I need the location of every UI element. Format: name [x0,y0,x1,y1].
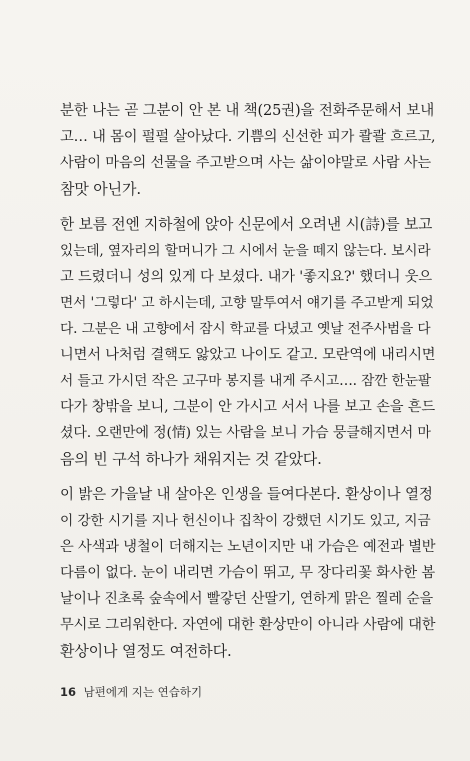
text-line: 이 밝은 가을날 내 살아온 인생을 들여다본다. 환상이나 열정 [60,487,433,503]
text-line: 다름이 없다. 눈이 내리면 가슴이 뛰고, 무 장다리꽃 화사한 봄 [60,565,435,581]
text-line: 분한 나는 곧 그분이 안 본 내 책(25권)을 전화주문해서 보내 [60,103,435,119]
running-title: 남편에게 지는 연습하기 [83,685,203,699]
paragraph-2 [60,212,435,472]
text-line: 환상이나 열정도 여전하다. [60,642,232,660]
paragraph-1 [60,98,435,202]
text-line: 니면서 나처럼 결핵도 앓았고 나이도 같고. 모란역에 내리시면 [60,347,436,363]
page-footer [60,684,202,700]
paragraph-3 [60,482,435,664]
text-line: 참맛 아닌가. [60,180,141,198]
page-number: 16 [60,685,77,699]
text-line: 이 강한 시기를 지나 헌신이나 집착이 강했던 시기도 있고, 지금 [60,513,431,529]
text-line: 고 드렸더니 성의 있게 다 보셨다. 내가 '좋지요?' 했더니 웃으 [60,269,432,285]
text-line: 고… 내 몸이 펄펄 살아났다. 기쁨의 신선한 피가 콸콸 흐르고, [60,129,436,145]
text-line: 서 들고 가시던 작은 고구마 봉지를 내게 주시고…. 잠깐 한눈팔 [60,373,431,389]
text-line: 한 보름 전엔 지하철에 앉아 신문에서 오려낸 시(詩)를 보고 [60,216,433,233]
text-line: 다. 그분은 내 고향에서 잠시 학교를 다녔고 옛날 전주사범을 다 [60,321,431,337]
body-text [60,98,435,674]
text-line: 있는데, 옆자리의 할머니가 그 시에서 눈을 떼지 않는다. 보시라 [60,243,431,259]
text-line: 사람이 마음의 선물을 주고받으며 사는 삶이야말로 사람 사는 [60,155,432,171]
text-line: 다가 창밖을 보니, 그분이 안 가시고 서서 나를 보고 손을 흔드 [60,399,435,415]
text-line: 날이나 진초록 숲속에서 빨갛던 산딸기, 연하게 맑은 찔레 순을 [60,591,434,607]
text-line: 은 사색과 냉철이 더해지는 노년이지만 내 가슴은 예전과 별반 [60,539,436,555]
text-line: 면서 '그렇다' 고 하시는데, 고향 말투여서 얘기를 주고받게 되었 [60,295,434,311]
text-line: 무시로 그리워한다. 자연에 대한 환상만이 아니라 사람에 대한 [60,617,436,633]
text-line: 셨다. 오랜만에 정(情) 있는 사람을 보니 가슴 뭉클해지면서 마 [60,425,431,441]
text-line: 음의 빈 구석 하나가 채워지는 것 같았다. [60,450,322,468]
